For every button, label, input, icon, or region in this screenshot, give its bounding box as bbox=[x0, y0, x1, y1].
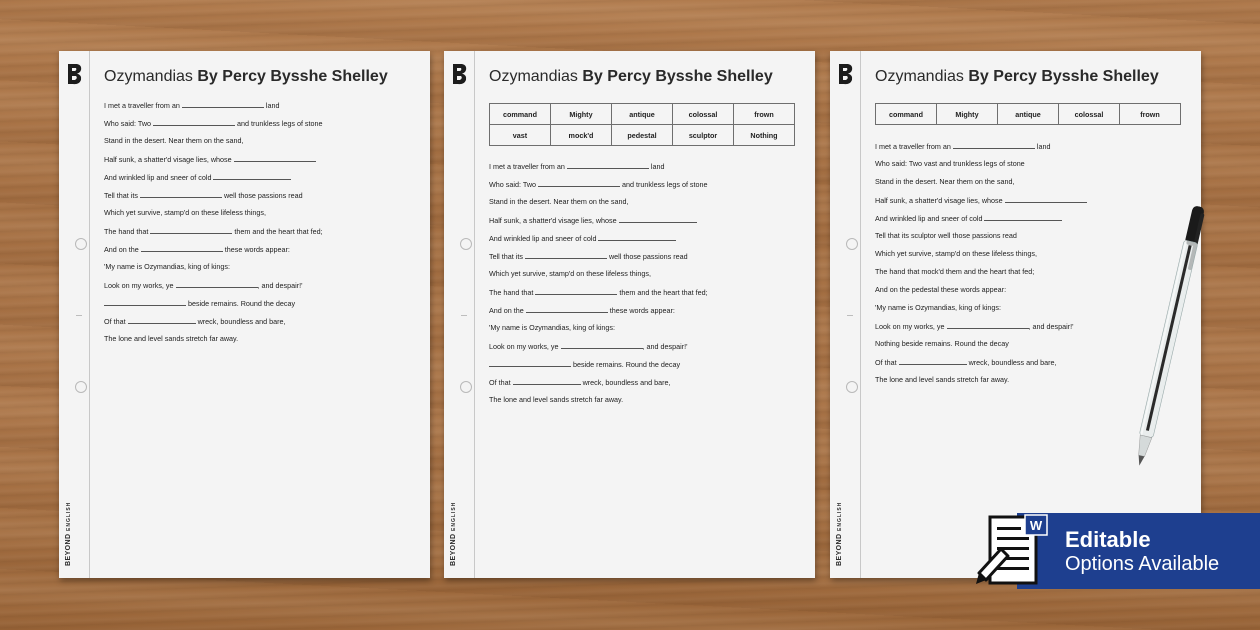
poem-text-segment: Of that bbox=[875, 358, 899, 367]
poem-text-segment: Stand in the desert. Near them on the sand, bbox=[875, 177, 1015, 186]
poem-text-segment: Stand in the desert. Near them on the sand, bbox=[489, 197, 629, 206]
poem-text-segment: The lone and level sands stretch far away. bbox=[875, 375, 1010, 384]
poem-line bbox=[104, 117, 323, 135]
fill-in-blank[interactable] bbox=[513, 376, 581, 385]
title-bold: By Percy Bysshe Shelley bbox=[582, 68, 773, 85]
fold-mark bbox=[76, 315, 82, 316]
poem-text-segment: 'My name is Ozymandias, king of kings: bbox=[875, 303, 1002, 312]
poem-text-segment: And wrinkled lip and sneer of cold bbox=[104, 173, 214, 182]
poem-text-segment: Who said: Two vast and trunkless legs of stone bbox=[875, 159, 1025, 168]
word-bank-row bbox=[490, 104, 795, 125]
word-bank-cell: antique bbox=[998, 104, 1059, 125]
poem-line bbox=[104, 225, 323, 243]
poem-text-segment: Look on my works, ye bbox=[875, 322, 947, 331]
poem-text-segment: Half sunk, a shatter'd visage lies, whose bbox=[875, 196, 1005, 205]
word-bank-table bbox=[875, 103, 1181, 125]
beyond-logo-icon bbox=[451, 62, 469, 86]
poem-text-segment: well those passions read bbox=[606, 252, 688, 261]
poem-text-segment: Of that bbox=[489, 378, 513, 387]
poem-text-segment: Tell that its bbox=[104, 191, 140, 200]
worksheet-title bbox=[489, 68, 773, 86]
title-bold: By Percy Bysshe Shelley bbox=[197, 68, 388, 85]
poem-line bbox=[489, 322, 708, 340]
poem-text-segment: I met a traveller from an bbox=[489, 162, 567, 171]
brand-sub: ENGLISH bbox=[451, 502, 457, 532]
fill-in-blank[interactable] bbox=[538, 178, 620, 187]
poem-line bbox=[104, 135, 323, 153]
poem-line bbox=[489, 178, 708, 196]
badge-subtitle: Options Available bbox=[1065, 553, 1220, 575]
poem-line bbox=[875, 320, 1087, 338]
poem-text bbox=[875, 140, 1087, 392]
fill-in-blank[interactable] bbox=[1005, 194, 1087, 203]
poem-line bbox=[875, 284, 1087, 302]
poem-text-segment: Nothing beside remains. Round the decay bbox=[875, 339, 1009, 348]
punch-hole bbox=[460, 381, 472, 393]
badge-title: Editable bbox=[1065, 527, 1151, 552]
poem-text-segment: Which yet survive, stamp'd on these lifeless things, bbox=[489, 269, 651, 278]
word-bank-cell: colossal bbox=[1059, 104, 1120, 125]
poem-text-segment: And on the pedestal these words appear: bbox=[875, 285, 1007, 294]
poem-text-segment: , and despair!' bbox=[1028, 322, 1074, 331]
poem-text-segment: And wrinkled lip and sneer of cold bbox=[875, 214, 985, 223]
fill-in-blank[interactable] bbox=[234, 153, 316, 162]
editable-badge[interactable] bbox=[1017, 513, 1260, 589]
poem-text-segment: wreck, boundless and bare, bbox=[195, 317, 286, 326]
brand-sub: ENGLISH bbox=[66, 502, 72, 532]
poem-text-segment: I met a traveller from an bbox=[875, 142, 953, 151]
title-bold: By Percy Bysshe Shelley bbox=[968, 68, 1159, 85]
poem-text-segment: The lone and level sands stretch far away. bbox=[489, 395, 624, 404]
binding-gutter bbox=[59, 51, 90, 578]
poem-line bbox=[489, 340, 708, 358]
poem-text-segment: Who said: Two bbox=[104, 119, 154, 128]
fill-in-blank[interactable] bbox=[984, 212, 1062, 221]
poem-line bbox=[489, 196, 708, 214]
poem-text-segment: Which yet survive, stamp'd on these lifeless things, bbox=[104, 208, 266, 217]
poem-text-segment: The hand that bbox=[489, 288, 536, 297]
poem-line bbox=[875, 158, 1087, 176]
word-bank-cell: Nothing bbox=[734, 125, 795, 146]
worksheet-title bbox=[875, 68, 1159, 86]
fill-in-blank[interactable] bbox=[953, 140, 1035, 149]
poem-line bbox=[104, 297, 323, 315]
poem-text-segment: land bbox=[648, 162, 665, 171]
poem-text bbox=[104, 99, 323, 351]
poem-text-segment: Which yet survive, stamp'd on these lifeless things, bbox=[875, 249, 1037, 258]
poem-text-segment: 'My name is Ozymandias, king of kings: bbox=[104, 262, 231, 271]
word-bank-cell: Mighty bbox=[937, 104, 998, 125]
poem-text-segment: Half sunk, a shatter'd visage lies, whose bbox=[489, 216, 619, 225]
poem-text-segment: well those passions read bbox=[221, 191, 303, 200]
poem-line bbox=[875, 140, 1087, 158]
poem-line bbox=[104, 279, 323, 297]
word-bank-cell: colossal bbox=[673, 104, 734, 125]
poem-line bbox=[875, 338, 1087, 356]
fill-in-blank[interactable] bbox=[141, 243, 223, 252]
poem-text-segment: Who said: Two bbox=[489, 180, 539, 189]
poem-line bbox=[875, 230, 1087, 248]
poem-line bbox=[489, 358, 708, 376]
punch-hole bbox=[846, 381, 858, 393]
binding-gutter bbox=[830, 51, 861, 578]
worksheet-title bbox=[104, 68, 388, 86]
poem-line bbox=[104, 189, 323, 207]
poem-text-segment: The hand that mock'd them and the heart that fed; bbox=[875, 267, 1035, 276]
poem-line bbox=[875, 266, 1087, 284]
word-bank-cell: vast bbox=[490, 125, 551, 146]
poem-text-segment: them and the heart that fed; bbox=[232, 227, 323, 236]
poem-line bbox=[104, 153, 323, 171]
fill-in-blank[interactable] bbox=[525, 250, 607, 259]
worksheet-no-wordbank bbox=[59, 51, 430, 578]
poem-text-segment: these words appear: bbox=[607, 306, 675, 315]
fill-in-blank[interactable] bbox=[150, 225, 232, 234]
word-bank-cell: pedestal bbox=[612, 125, 673, 146]
poem-line bbox=[489, 232, 708, 250]
fill-in-blank[interactable] bbox=[535, 286, 617, 295]
poem-text-segment: Look on my works, ye bbox=[104, 281, 176, 290]
brand-main: BEYOND bbox=[65, 533, 72, 566]
brand-main: BEYOND bbox=[450, 533, 457, 566]
poem-line bbox=[104, 207, 323, 225]
fill-in-blank[interactable] bbox=[526, 304, 608, 313]
punch-hole bbox=[460, 238, 472, 250]
poem-text-segment: , and despair!' bbox=[642, 342, 688, 351]
brand-vertical bbox=[450, 500, 457, 566]
fill-in-blank[interactable] bbox=[947, 320, 1029, 329]
poem-text-segment: Half sunk, a shatter'd visage lies, whose bbox=[104, 155, 234, 164]
fold-mark bbox=[847, 315, 853, 316]
poem-line bbox=[104, 261, 323, 279]
poem-line bbox=[489, 304, 708, 322]
title-plain: Ozymandias bbox=[875, 68, 964, 85]
poem-line bbox=[489, 160, 708, 178]
fill-in-blank[interactable] bbox=[899, 356, 967, 365]
fill-in-blank[interactable] bbox=[561, 340, 643, 349]
poem-text-segment: them and the heart that fed; bbox=[617, 288, 708, 297]
fill-in-blank[interactable] bbox=[213, 171, 291, 180]
poem-text-segment: I met a traveller from an bbox=[104, 101, 182, 110]
fill-in-blank[interactable] bbox=[489, 358, 571, 367]
poem-text-segment: Tell that its bbox=[489, 252, 525, 261]
punch-hole bbox=[75, 238, 87, 250]
word-bank-cell: mock'd bbox=[551, 125, 612, 146]
word-icon-letter: W bbox=[1029, 518, 1043, 533]
poem-line bbox=[104, 315, 323, 333]
fill-in-blank[interactable] bbox=[153, 117, 235, 126]
brand-sub: ENGLISH bbox=[837, 502, 843, 532]
poem-text-segment: wreck, boundless and bare, bbox=[966, 358, 1057, 367]
poem-text-segment: and trunkless legs of stone bbox=[620, 180, 708, 189]
poem-line bbox=[489, 268, 708, 286]
worksheet-partial-wordbank bbox=[830, 51, 1201, 578]
poem-line bbox=[875, 248, 1087, 266]
word-bank-cell: Mighty bbox=[551, 104, 612, 125]
beyond-logo-icon bbox=[837, 62, 855, 86]
poem-line bbox=[489, 376, 708, 394]
poem-text-segment: Of that bbox=[104, 317, 128, 326]
poem-line bbox=[875, 176, 1087, 194]
poem-text-segment: 'My name is Ozymandias, king of kings: bbox=[489, 323, 616, 332]
title-plain: Ozymandias bbox=[489, 68, 578, 85]
poem-line bbox=[875, 356, 1087, 374]
poem-text-segment: And on the bbox=[489, 306, 526, 315]
word-bank-cell: frown bbox=[734, 104, 795, 125]
poem-line bbox=[104, 243, 323, 261]
word-bank-cell: command bbox=[876, 104, 937, 125]
poem-line bbox=[104, 333, 323, 351]
fill-in-blank[interactable] bbox=[128, 315, 196, 324]
word-bank-cell: frown bbox=[1120, 104, 1181, 125]
fill-in-blank[interactable] bbox=[567, 160, 649, 169]
poem-line bbox=[489, 286, 708, 304]
poem-line bbox=[875, 212, 1087, 230]
poem-text-segment: Stand in the desert. Near them on the sand, bbox=[104, 136, 244, 145]
fold-mark bbox=[461, 315, 467, 316]
poem-text-segment: beside remains. Round the decay bbox=[186, 299, 296, 308]
word-bank-row bbox=[490, 125, 795, 146]
brand-vertical bbox=[836, 500, 843, 566]
beyond-logo-icon bbox=[66, 62, 84, 86]
poem-line bbox=[875, 194, 1087, 212]
binding-gutter bbox=[444, 51, 475, 578]
poem-text-segment: beside remains. Round the decay bbox=[571, 360, 681, 369]
poem-text-segment: land bbox=[263, 101, 280, 110]
poem-text-segment: And wrinkled lip and sneer of cold bbox=[489, 234, 599, 243]
poem-text-segment: and trunkless legs of stone bbox=[235, 119, 323, 128]
word-bank-cell: sculptor bbox=[673, 125, 734, 146]
word-bank-cell: command bbox=[490, 104, 551, 125]
poem-line bbox=[489, 214, 708, 232]
poem-line bbox=[104, 171, 323, 189]
fill-in-blank[interactable] bbox=[182, 99, 264, 108]
poem-text-segment: these words appear: bbox=[222, 245, 290, 254]
poem-text-segment: land bbox=[1034, 142, 1051, 151]
worksheet-with-wordbank bbox=[444, 51, 815, 578]
fill-in-blank[interactable] bbox=[104, 297, 186, 306]
title-plain: Ozymandias bbox=[104, 68, 193, 85]
word-document-icon bbox=[975, 513, 1053, 589]
word-bank-cell: antique bbox=[612, 104, 673, 125]
poem-text-segment: Look on my works, ye bbox=[489, 342, 561, 351]
poem-line bbox=[489, 394, 708, 412]
punch-hole bbox=[846, 238, 858, 250]
poem-line bbox=[875, 302, 1087, 320]
fill-in-blank[interactable] bbox=[140, 189, 222, 198]
poem-text-segment: The hand that bbox=[104, 227, 151, 236]
poem-text bbox=[489, 160, 708, 412]
word-bank-row bbox=[876, 104, 1181, 125]
brand-vertical bbox=[65, 500, 72, 566]
fill-in-blank[interactable] bbox=[598, 232, 676, 241]
poem-line bbox=[875, 374, 1087, 392]
fill-in-blank[interactable] bbox=[619, 214, 697, 223]
poem-text-segment: The lone and level sands stretch far away. bbox=[104, 334, 239, 343]
poem-text-segment: wreck, boundless and bare, bbox=[580, 378, 671, 387]
poem-text-segment: And on the bbox=[104, 245, 141, 254]
word-bank-table bbox=[489, 103, 795, 146]
brand-main: BEYOND bbox=[836, 533, 843, 566]
poem-text-segment: Tell that its sculptor well those passions read bbox=[875, 231, 1017, 240]
poem-text-segment: , and despair!' bbox=[257, 281, 303, 290]
fill-in-blank[interactable] bbox=[176, 279, 258, 288]
poem-line bbox=[104, 99, 323, 117]
poem-line bbox=[489, 250, 708, 268]
punch-hole bbox=[75, 381, 87, 393]
